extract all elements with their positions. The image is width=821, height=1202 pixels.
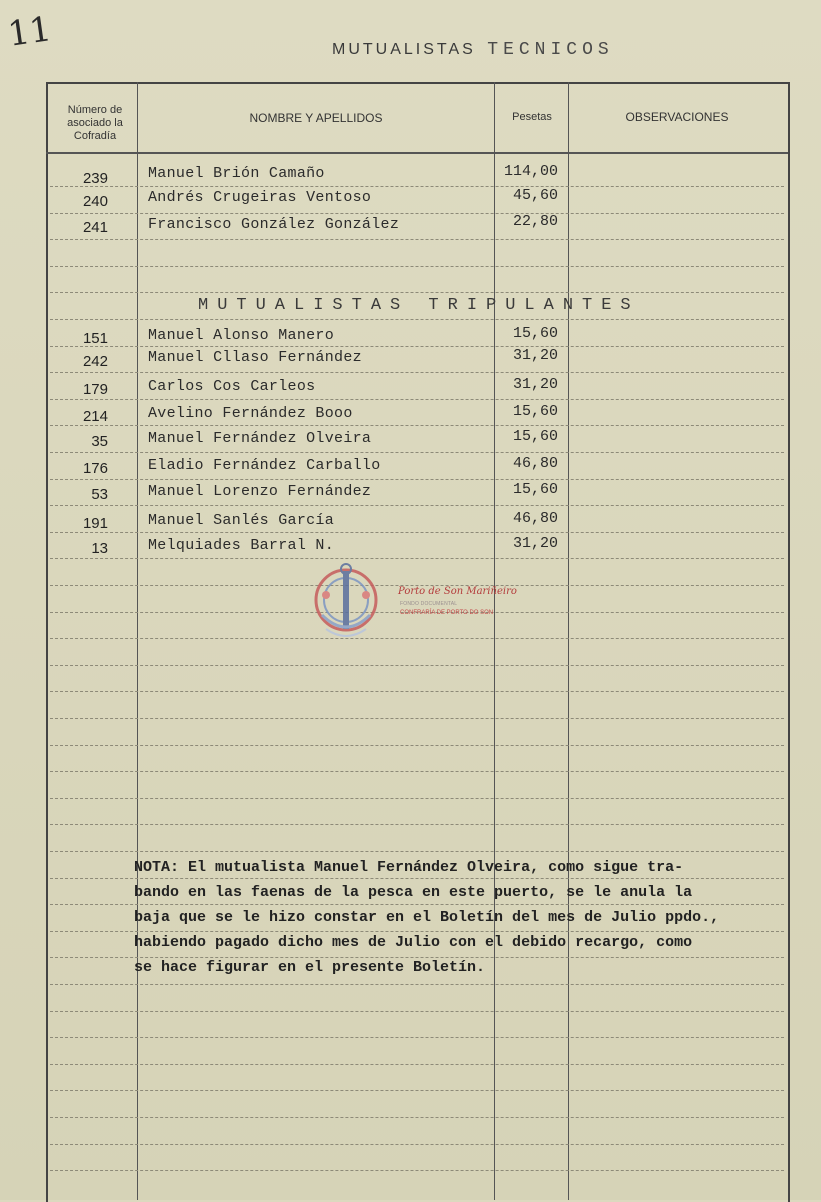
member-amount: 15,60 [512,403,558,420]
member-number: 214 [82,408,108,425]
title-printed: MUTUALISTAS [332,41,476,58]
ruled-line [50,452,784,453]
header-number: Número de asociado la Cofradía [67,104,123,142]
ruled-line [50,266,784,267]
member-amount: 45,60 [512,187,558,204]
member-name: Carlos Cos Carleos [148,378,316,395]
column-divider [137,82,138,1200]
ruled-line [50,1090,784,1091]
header-name: NOMBRE Y APELLIDOS [249,111,383,125]
ruled-line [50,1117,784,1118]
ruled-line [50,1170,784,1171]
ruled-line [50,771,784,772]
member-name: Manuel Cllaso Fernández [148,349,362,366]
ruled-line [50,1011,784,1012]
ruled-line [50,292,784,293]
ruled-line [50,851,784,852]
ruled-line [50,691,784,692]
ruled-line [50,346,784,347]
member-name: Francisco González González [148,216,400,233]
ruled-line [50,186,784,187]
member-number: 239 [82,170,108,187]
page-title [332,40,614,60]
stamp-line-3: CONFRARÍA DE PORTO DO SON [400,610,494,616]
member-name: Manuel Alonso Manero [148,327,335,344]
title-typed: TECNICOS [487,40,614,60]
corner-mark: 11 [5,9,54,55]
member-amount: 31,20 [512,535,558,552]
header-pesetas: Pesetas [512,111,552,123]
section-title: MUTUALISTAS TRIPULANTES [198,296,640,315]
nota-line: bando en las faenas de la pesca en este puerto, se le anula la [134,884,693,901]
member-name: Manuel Lorenzo Fernández [148,483,372,500]
ruled-line [50,372,784,373]
ruled-line [50,824,784,825]
ruled-line [50,1144,784,1145]
member-number: 13 [91,540,108,557]
ruled-line [50,399,784,400]
ruled-line [50,425,784,426]
stamp-line-2: FONDO DOCUMENTAL [400,601,458,607]
member-amount: 114,00 [503,163,558,180]
member-name: Andrés Crugeiras Ventoso [148,189,372,206]
ruled-line [50,239,784,240]
member-name: Eladio Fernández Carballo [148,457,381,474]
member-amount: 31,20 [512,376,558,393]
nota-line: NOTA: El mutualista Manuel Fernández Olveira, como sigue tra- [134,859,684,876]
member-name: Manuel Sanlés García [148,512,335,529]
nota-line: habiendo pagado dicho mes de Julio con el debido recargo, como [134,934,693,951]
ruled-line [50,798,784,799]
header-observaciones: OBSERVACIONES [625,110,729,124]
ruled-line [50,718,784,719]
ruled-line [50,319,784,320]
member-amount: 31,20 [512,347,558,364]
ruled-line [50,1037,784,1038]
member-number: 179 [82,381,108,398]
ruled-line [50,213,784,214]
member-amount: 22,80 [512,213,558,230]
ruled-line [50,532,784,533]
member-number: 241 [82,219,108,236]
ruled-line [50,665,784,666]
stamp-line-1: Porto de Son Mariñeiro [398,586,517,597]
nota-line: se hace figurar en el presente Boletín. [134,959,486,976]
member-amount: 46,80 [512,510,558,527]
member-number: 176 [82,460,108,477]
member-amount: 15,60 [512,428,558,445]
member-number: 242 [82,353,108,370]
ruled-line [50,745,784,746]
member-number: 240 [82,193,108,210]
member-amount: 15,60 [512,325,558,342]
header-separator [46,152,788,154]
member-amount: 15,60 [512,481,558,498]
member-number: 191 [82,515,108,532]
nota-paragraph [134,855,784,980]
member-name: Manuel Fernández Olveira [148,430,372,447]
ruled-line [50,1064,784,1065]
nota-line: baja que se le hizo constar en el Boletín del mes de Julio ppdo., [134,909,720,926]
column-divider [568,82,569,1200]
ruled-line [50,505,784,506]
member-number: 53 [91,486,108,503]
member-number: 151 [82,330,108,347]
member-name: Avelino Fernández Booo [148,405,353,422]
ruled-line [50,984,784,985]
ruled-line [50,479,784,480]
member-number: 35 [91,433,108,450]
member-name: Melquiades Barral N. [148,537,335,554]
member-amount: 46,80 [512,455,558,472]
member-name: Manuel Brión Camaño [148,165,325,182]
